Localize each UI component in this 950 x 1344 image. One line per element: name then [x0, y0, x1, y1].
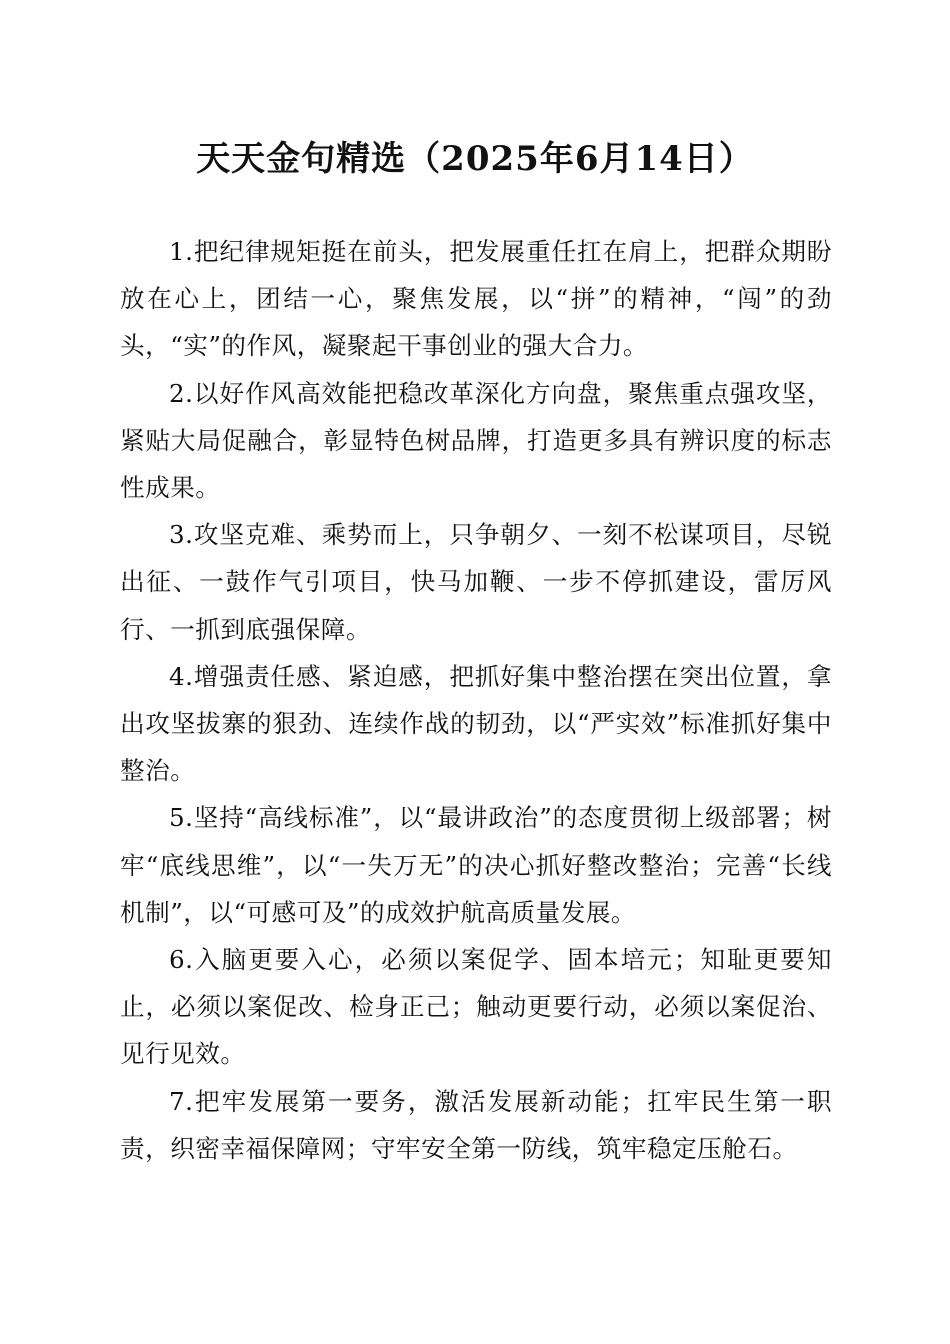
paragraph-5: 5.坚持“高线标准”，以“最讲政治”的态度贯彻上级部署；树牢“底线思维”，以“一失万无”的决心抓好整改整治；完善“长线机制”，以“可感可及”的成效护航高质量发展。 — [120, 803, 832, 927]
paragraph-4: 4.增强责任感、紧迫感，把抓好集中整治摆在突出位置，拿出攻坚拔寨的狠劲、连续作战的韧劲，以“严实效”标准抓好集中整治。 — [120, 661, 832, 786]
document-body — [120, 228, 832, 1172]
paragraph-3: 3.攻坚克难、乘势而上，只争朝夕、一刻不松谋项目，尽锐出征、一鼓作气引项目，快马加鞭、一步不停抓建设，雷厉风行、一抓到底强保障。 — [120, 520, 832, 644]
paragraph-6: 6.入脑更要入心，必须以案促学、固本培元；知耻更要知止，必须以案促改、检身正己；触动更要行动，必须以案促治、见行见效。 — [120, 945, 832, 1069]
document-title: 天天金句精选（2025年6月14日） — [196, 139, 754, 179]
paragraph-1: 1.把纪律规矩挺在前头，把发展重任扛在肩上，把群众期盼放在心上，团结一心，聚焦发展，以“拼”的精神，“闯”的劲头，“实”的作风，凝聚起干事创业的强大合力。 — [120, 237, 832, 361]
paragraph-2: 2.以好作风高效能把稳改革深化方向盘，聚焦重点强攻坚，紧贴大局促融合，彰显特色树品牌，打造更多具有辨识度的标志性成果。 — [120, 378, 832, 503]
paragraph-7: 7.把牢发展第一要务，激活发展新动能；扛牢民生第一职责，织密幸福保障网；守牢安全第一防线，筑牢稳定压舱石。 — [120, 1086, 832, 1163]
